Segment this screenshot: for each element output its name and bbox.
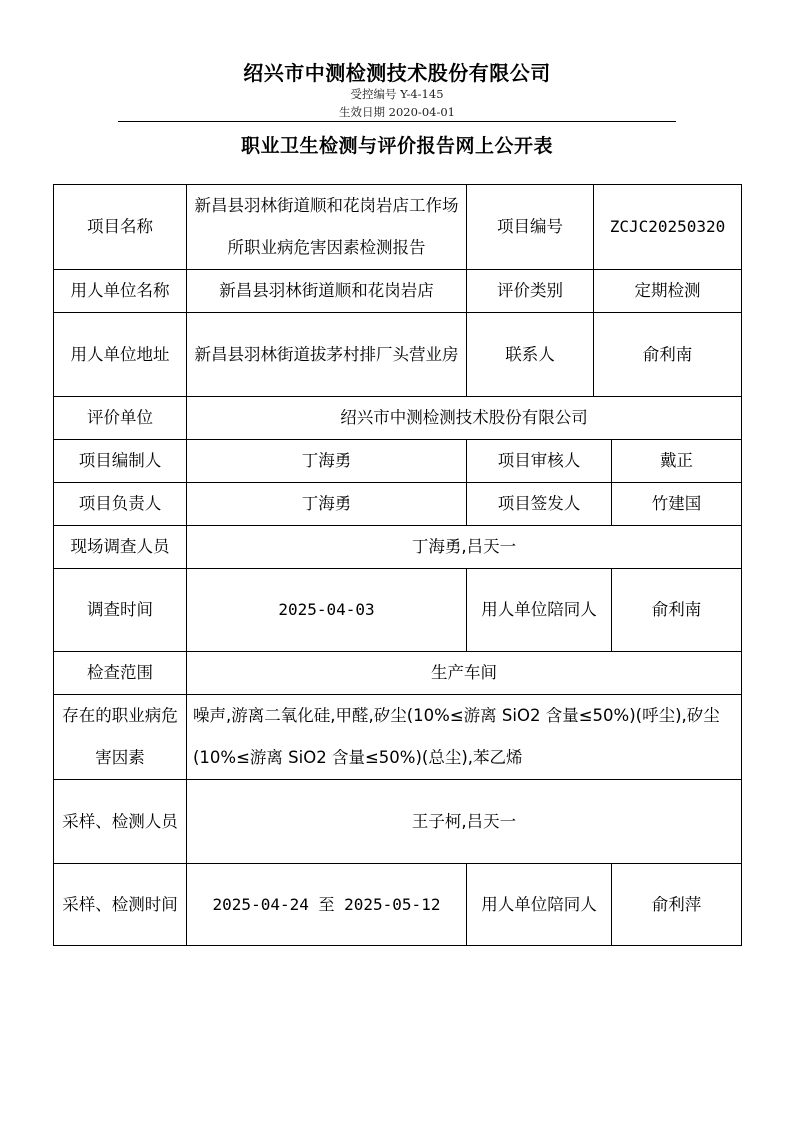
compiler-label: 项目编制人 [54, 440, 187, 483]
eval-unit-label: 评价单位 [54, 397, 187, 440]
accompany-value: 俞利南 [612, 569, 742, 652]
scope-label: 检查范围 [54, 652, 187, 695]
header-rule [118, 121, 676, 122]
row-employer [54, 270, 742, 313]
survey-staff-label: 现场调查人员 [54, 526, 187, 569]
accompany-value: 俞利萍 [612, 864, 742, 946]
row-project-name [54, 185, 742, 270]
project-name-value: 新昌县羽林街道顺和花岗岩店工作场所职业病危害因素检测报告 [187, 185, 467, 270]
row-sampling-time [54, 864, 742, 946]
leader-value: 丁海勇 [187, 483, 467, 526]
row-leader [54, 483, 742, 526]
reviewer-value: 戴正 [612, 440, 742, 483]
row-survey-time [54, 569, 742, 652]
contact-value: 俞利南 [594, 313, 742, 397]
form-title: 职业卫生检测与评价报告网上公开表 [240, 135, 553, 157]
eval-type-label: 评价类别 [467, 270, 594, 313]
hazards-label: 存在的职业病危害因素 [54, 695, 187, 780]
sampling-staff-value: 王子柯,吕天一 [187, 780, 742, 864]
survey-time-value: 2025-04-03 [187, 569, 467, 652]
reviewer-label: 项目审核人 [467, 440, 612, 483]
accompany-label: 用人单位陪同人 [467, 569, 612, 652]
sampling-staff-label: 采样、检测人员 [54, 780, 187, 864]
leader-label: 项目负责人 [54, 483, 187, 526]
report-table [53, 184, 742, 946]
sampling-time-label: 采样、检测时间 [54, 864, 187, 946]
sampling-time-value: 2025-04-24 至 2025-05-12 [187, 864, 467, 946]
row-scope [54, 652, 742, 695]
address-value: 新昌县羽林街道拔茅村排厂头营业房 [187, 313, 467, 397]
scope-value: 生产车间 [187, 652, 742, 695]
employer-label: 用人单位名称 [54, 270, 187, 313]
effective-date: 生效日期 2020-04-01 [339, 105, 455, 119]
issuer-label: 项目签发人 [467, 483, 612, 526]
issuer-value: 竹建国 [612, 483, 742, 526]
survey-time-label: 调查时间 [54, 569, 187, 652]
contact-label: 联系人 [467, 313, 594, 397]
eval-unit-value: 绍兴市中测检测技术股份有限公司 [187, 397, 742, 440]
project-no-value: ZCJC20250320 [594, 185, 742, 270]
eval-type-value: 定期检测 [594, 270, 742, 313]
employer-value: 新昌县羽林街道顺和花岗岩店 [187, 270, 467, 313]
row-address [54, 313, 742, 397]
project-no-label: 项目编号 [467, 185, 594, 270]
address-label: 用人单位地址 [54, 313, 187, 397]
project-name-label: 项目名称 [54, 185, 187, 270]
row-sampling-staff [54, 780, 742, 864]
row-compiler [54, 440, 742, 483]
row-hazards [54, 695, 742, 780]
row-eval-unit [54, 397, 742, 440]
control-number: 受控编号 Y-4-145 [350, 87, 444, 101]
hazards-value: 噪声,游离二氧化硅,甲醛,矽尘(10%≤游离 SiO2 含量≤50%)(呼尘),矽尘(10%≤游离 SiO2 含量≤50%)(总尘),苯乙烯 [187, 695, 742, 780]
row-survey-staff [54, 526, 742, 569]
survey-staff-value: 丁海勇,吕天一 [187, 526, 742, 569]
company-name: 绍兴市中测检测技术股份有限公司 [243, 61, 551, 85]
accompany-label: 用人单位陪同人 [467, 864, 612, 946]
compiler-value: 丁海勇 [187, 440, 467, 483]
